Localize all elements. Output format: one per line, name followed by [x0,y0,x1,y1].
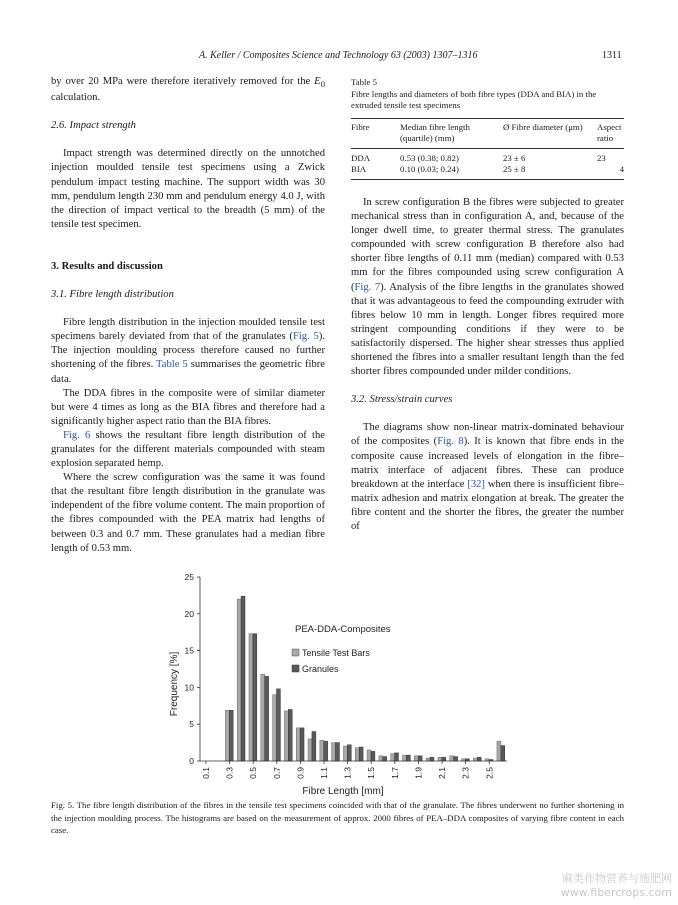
bar-granules-2.4 [477,757,481,761]
section-heading-fibre-length: 3.1. Fibre length distribution [51,289,174,301]
bar-tensile-1.4 [355,748,359,761]
left-column [51,75,325,556]
running-header [0,50,678,64]
section-heading-stress-strain: 3.2. Stress/strain curves [351,394,453,406]
text-run: Fibre length distribution in the injection moulded tensile test specimens barely deviated from that of the granulates ( [51,317,325,343]
chart-x-axis-label: Fibre Length [mm] [302,786,384,797]
watermark-line: www.fibercrops.com [560,886,672,899]
table-cell: DDA [351,152,371,163]
x-tick-label: 0.7 [271,767,282,779]
bar-granules-0.7 [277,689,281,761]
bar-tensile-1.0 [308,739,312,761]
bar-tensile-1.3 [343,746,347,761]
table-cell: 4 [619,164,624,174]
bar-granules-1.7 [395,753,399,761]
bar-tensile-0.3 [225,710,229,761]
x-tick-label: 1.5 [366,767,377,779]
y-tick-label: 20 [184,608,194,619]
bar-granules-0.5 [253,634,257,761]
bar-tensile-1.8 [403,755,407,761]
bar-granules-2.0 [430,757,434,761]
x-tick-label: 2.5 [484,767,495,779]
y-tick-label: 15 [184,645,194,656]
table-header-cell: Aspect ratio [597,121,622,143]
bar-granules-1.3 [347,745,351,761]
bar-granules-1.4 [359,747,363,761]
bar-granules-2.1 [442,757,446,761]
bar-granules-1.1 [324,741,328,761]
text-run: The diagrams show non-linear matrix-dominated behaviour of the composites ( [351,422,624,448]
text-run: by over 20 MPa were therefore iteratively removed for the [51,76,315,87]
x-tick-label: 0.1 [200,767,211,779]
bar-granules-2.6 [501,746,505,761]
x-tick-label: 0.5 [248,767,259,779]
x-tick-label: 1.1 [318,767,329,779]
x-tick-label: 2.3 [460,767,471,779]
text-run: ). Analysis of the fibre lengths in the granulates showed that it was advantageous to feed the compounding extruder with fibres below 10 mm in length. Longer fibres required more stringent compounding conditions if they were to be satisfactorily dispersed. The higher shear stresses thus applied shortened the fibres into a smaller resultant length than the fed shorter fibres compounded under milder conditions. [351,281,624,378]
figure-caption: Fig. 5. The fibre length distribution of the fibres in the tensile test specimens coincided with that of the granulate. The fibres underwent no further shortening in the injection moulding process. The histograms are based on the measurement of approx. 2000 fibres of PEA–DDA composites of varying fibre content in each case. [51,800,624,835]
text-run: calculation. [51,92,101,104]
bar-granules-0.8 [288,709,292,761]
x-tick-label: 1.9 [413,767,424,779]
spacer [51,274,325,288]
bar-tensile-1.2 [332,743,336,761]
paragraph-impact: Impact strength was determined directly on the unnotched injection moulded tensile test specimens using a Zwick pendulum impact testing machine. The support width was 30 mm, pendulum length 230 mm and pendulum energy 4.0 J, with the direction of impact vertical to the breadth (5 mm) of the tensile test specimen. [51,148,325,230]
paragraph-continued [51,75,325,105]
bar-granules-0.3 [229,710,233,761]
bar-granules-1.2 [336,743,340,761]
table-cell: BIA [351,164,367,174]
paragraph-stress-strain [351,421,624,534]
table-cell: 0.10 (0.03; 0.24) [400,164,459,174]
page-number: 1311 [602,50,622,61]
paragraph-screw-config [351,196,624,379]
bar-granules-0.9 [300,728,304,761]
bar-granules-1.8 [406,755,410,761]
bar-granules-0.4 [241,596,245,761]
bar-tensile-1.6 [379,756,383,761]
bar-tensile-2.1 [438,757,442,761]
x-tick-label: 2.1 [437,767,448,779]
bar-granules-1.9 [418,756,422,761]
text-run: summarises the geometric fibre data. [51,359,325,385]
watermark [548,872,672,900]
legend-swatch-tensile [292,649,299,656]
bar-tensile-0.8 [284,711,288,761]
table-row [351,164,624,179]
spacer [51,232,325,246]
table-caption: Fibre lengths and diameters of both fibre types (DDA and BIA) in the extruded tensile test specimens [351,88,597,110]
table-header-row [351,118,624,148]
bar-tensile-1.1 [320,740,324,761]
legend-label-granules: Granules [302,664,339,674]
section-heading-results: 3. Results and discussion [51,260,163,272]
fig5-link[interactable]: Fig. 5 [292,331,319,343]
text-run: ). The injection moulding process therefore caused no further shortening of the fibres. [51,331,325,371]
bar-tensile-0.4 [237,599,241,761]
text-run: when there is insufficient fibre–matrix adhesion and matrix elongation at break. The greater the fibre content and the shorter the fibres, the greater the number of [351,478,625,532]
spacer [51,133,325,147]
spacer [51,302,325,316]
running-title: A. Keller / Composites Science and Technology 63 (2003) 1307–1316 [199,50,478,61]
table-title: Table 5 [351,77,378,87]
text-run: shows the resultant fibre length distribution of the granulates for the different materials compounded with steam explosion separated hemp. [51,429,325,470]
spacer [351,379,624,393]
bar-tensile-0.6 [261,674,265,761]
reference-32-link[interactable]: [32] [467,478,485,490]
section-heading-impact: 2.6. Impact strength [51,120,136,132]
y-tick-label: 5 [189,719,194,730]
y-tick-label: 25 [184,572,194,582]
spacer [51,246,325,260]
paragraph-fibre-length [51,316,325,386]
table-cell: 23 ± 6 [503,152,526,163]
paragraph-screw: Where the screw configuration was the same it was found that the resultant fibre length distribution in the granulate was independent of the fibre volume content. The main proportion of the fibres compounded with the PEA matrix had lengths of between 0.3 and 0.7 mm. These granulates had a median fibre length of 0.53 mm. [51,472,325,554]
paragraph-fig6 [51,429,325,471]
bar-tensile-2.0 [426,758,430,761]
x-tick-label: 0.9 [295,767,306,779]
fig6-link[interactable]: Fig. 6 [63,429,91,441]
bar-tensile-0.9 [296,728,300,761]
bar-tensile-1.5 [367,750,371,761]
table-header-cell: Ø Fibre diameter (μm) [503,121,583,132]
bar-granules-1.6 [383,757,387,761]
fibre-length-histogram [168,568,518,800]
table-header-cell: Median fibre length (quartile) (mm) [400,121,470,143]
bar-granules-1.0 [312,732,316,761]
right-column [351,196,624,534]
table-5 [351,118,624,180]
bar-tensile-2.2 [450,756,454,761]
spacer [51,105,325,119]
bar-tensile-2.6 [497,741,501,761]
table-row [351,148,624,164]
table5-link[interactable]: Table 5 [156,359,188,371]
chart-y-axis-label: Frequency [%] [169,651,180,717]
bar-granules-1.5 [371,751,375,761]
chart-bars [225,596,504,761]
fig8-link[interactable]: Fig. 8 [437,436,464,448]
legend-label-tensile: Tensile Test Bars [302,648,370,658]
chart-title: PEA-DDA-Composites [295,624,391,635]
text-run: ). It is known that fibre ends in the composite cause increased levels of elongation in the fibre–matrix interface of adjacent fibres. These can produce breakdown at the interface [351,436,624,490]
paragraph-dda: The DDA fibres in the composite were of similar diameter but were 4 times as long as the BIA fibres and therefore had a significantly higher aspect ratio than the BIA fibres. [51,387,325,427]
bar-tensile-1.9 [414,756,418,761]
bar-granules-0.6 [265,676,269,761]
bar-tensile-0.5 [249,634,253,761]
symbol-e: E [314,76,321,87]
table-cell: 25 ± 8 [503,164,526,174]
x-tick-label: 1.3 [342,767,353,779]
symbol-subscript: 0 [320,79,325,90]
legend-swatch-granules [292,665,299,672]
table-cell: 0.53 (0.38; 0.82) [400,152,459,163]
table-5-block [351,77,624,180]
bar-tensile-2.4 [473,758,477,761]
table-header-cell: Fibre [351,121,370,132]
y-tick-label: 10 [184,682,194,693]
fig7-link[interactable]: Fig. 7 [354,281,381,293]
watermark-line: 麻类作物营养与施肥网 [562,872,672,885]
bar-tensile-0.7 [273,695,277,761]
y-tick-label: 0 [189,756,194,766]
table-cell: 23 [597,152,606,163]
x-tick-label: 1.7 [389,767,400,779]
text-run: In screw configuration B the fibres were subjected to greater mechanical stress than in configuration A, and, because of the longer dwell time, to greater thermal stress. The granulates compounded with screw configuration B therefore also had shorter fibre lengths of 0.11 mm (median) compared with 0.53 mm for the fibres compounded using screw configuration A ( [351,197,624,293]
bar-tensile-1.7 [391,754,395,761]
bar-granules-2.2 [454,757,458,761]
spacer [351,407,624,421]
x-tick-label: 0.3 [224,767,235,779]
